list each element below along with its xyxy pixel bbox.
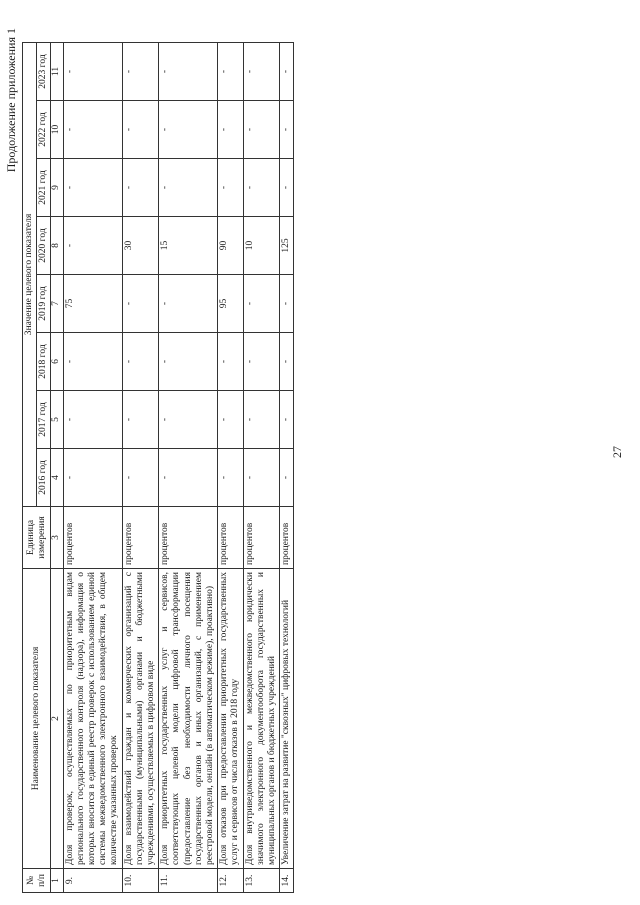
value-cell: 15 bbox=[159, 217, 218, 275]
indicator-name: Доля приоритетных государственных услуг и сервисов, соответствующих целевой модели цифровой трансформации (предоставление без необходимости личного посещения государственных органов и иных организаций, с применением реестровой модели, онлайн (в автоматическом режиме), проактивно) bbox=[159, 569, 218, 869]
table-row bbox=[218, 43, 243, 893]
value-cell: - bbox=[159, 449, 218, 507]
table-row bbox=[243, 43, 280, 893]
col-name-header: Наименование целевого показателя bbox=[23, 569, 51, 869]
unit-cell: процентов bbox=[218, 507, 243, 569]
value-cell: - bbox=[218, 449, 243, 507]
value-cell: - bbox=[63, 159, 122, 217]
value-cell: - bbox=[280, 391, 294, 449]
column-index: 11 bbox=[51, 43, 63, 101]
value-cell: - bbox=[63, 391, 122, 449]
row-number: 14. bbox=[280, 869, 294, 893]
column-index: 5 bbox=[51, 391, 63, 449]
value-cell: - bbox=[243, 449, 280, 507]
value-cell: 75 bbox=[63, 275, 122, 333]
value-cell: - bbox=[159, 101, 218, 159]
indicator-name: Увеличение затрат на развитие "сквозных" цифровых технологий bbox=[280, 569, 294, 869]
table-row bbox=[280, 43, 294, 893]
value-cell: 125 bbox=[280, 217, 294, 275]
value-cell: - bbox=[218, 159, 243, 217]
value-cell: - bbox=[159, 391, 218, 449]
unit-cell: процентов bbox=[63, 507, 122, 569]
column-index: 4 bbox=[51, 449, 63, 507]
value-cell: - bbox=[63, 217, 122, 275]
unit-cell: процентов bbox=[243, 507, 280, 569]
indicators-table bbox=[22, 42, 294, 893]
value-cell: - bbox=[243, 43, 280, 101]
value-cell: - bbox=[63, 43, 122, 101]
value-cell: - bbox=[122, 391, 159, 449]
value-cell: - bbox=[122, 333, 159, 391]
column-index: 3 bbox=[51, 507, 63, 569]
value-cell: - bbox=[218, 101, 243, 159]
value-cell: - bbox=[280, 275, 294, 333]
value-cell: - bbox=[218, 391, 243, 449]
value-cell: - bbox=[122, 449, 159, 507]
appendix-caption: Продолжение приложения 1 bbox=[4, 28, 18, 173]
value-cell: - bbox=[159, 275, 218, 333]
indicator-name: Доля отказов при предоставлении приоритетных государственных услуг и сервисов от числа отказов в 2018 году bbox=[218, 569, 243, 869]
unit-cell: процентов bbox=[159, 507, 218, 569]
header-row-1 bbox=[23, 43, 37, 893]
value-cell: - bbox=[63, 101, 122, 159]
value-cell: - bbox=[280, 333, 294, 391]
value-cell: 95 bbox=[218, 275, 243, 333]
column-index: 9 bbox=[51, 159, 63, 217]
value-cell: - bbox=[218, 333, 243, 391]
value-cell: - bbox=[122, 101, 159, 159]
row-number: 12. bbox=[218, 869, 243, 893]
year-header: 2022 год bbox=[37, 101, 51, 159]
column-index: 10 bbox=[51, 101, 63, 159]
value-cell: - bbox=[122, 275, 159, 333]
value-cell: - bbox=[218, 43, 243, 101]
year-header: 2023 год bbox=[37, 43, 51, 101]
page-number: 27 bbox=[610, 446, 624, 458]
value-cell: 30 bbox=[122, 217, 159, 275]
row-number: 11. bbox=[159, 869, 218, 893]
column-index: 6 bbox=[51, 333, 63, 391]
value-cell: - bbox=[243, 275, 280, 333]
table-row bbox=[159, 43, 218, 893]
value-cell: 90 bbox=[218, 217, 243, 275]
table-row bbox=[122, 43, 159, 893]
col-unit-header: Единица измерения bbox=[23, 507, 51, 569]
col-num-header: № п/п bbox=[23, 869, 51, 893]
column-index: 8 bbox=[51, 217, 63, 275]
value-cell: - bbox=[243, 391, 280, 449]
value-cell: - bbox=[280, 449, 294, 507]
year-header: 2016 год bbox=[37, 449, 51, 507]
value-cell: - bbox=[280, 101, 294, 159]
row-number: 13. bbox=[243, 869, 280, 893]
value-cell: - bbox=[159, 159, 218, 217]
col-values-group-header: Значение целевого показателя bbox=[23, 43, 37, 507]
value-cell: - bbox=[122, 43, 159, 101]
value-cell: - bbox=[63, 449, 122, 507]
unit-cell: процентов bbox=[122, 507, 159, 569]
value-cell: - bbox=[243, 159, 280, 217]
column-index: 1 bbox=[51, 869, 63, 893]
table-body bbox=[63, 43, 294, 893]
column-index: 2 bbox=[51, 569, 63, 869]
year-header: 2019 год bbox=[37, 275, 51, 333]
table-row bbox=[63, 43, 122, 893]
row-number: 9. bbox=[63, 869, 122, 893]
year-header: 2021 год bbox=[37, 159, 51, 217]
value-cell: - bbox=[243, 101, 280, 159]
column-index: 7 bbox=[51, 275, 63, 333]
value-cell: - bbox=[63, 333, 122, 391]
unit-cell: процентов bbox=[280, 507, 294, 569]
year-header: 2017 год bbox=[37, 391, 51, 449]
column-index-row bbox=[51, 43, 63, 893]
value-cell: - bbox=[280, 159, 294, 217]
value-cell: 10 bbox=[243, 217, 280, 275]
value-cell: - bbox=[280, 43, 294, 101]
value-cell: - bbox=[159, 43, 218, 101]
row-number: 10. bbox=[122, 869, 159, 893]
indicator-name: Доля взаимодействий граждан и коммерческих организаций с государственными (муниципальными) органами и бюджетными учреждениями, осуществляемых в цифровом виде bbox=[122, 569, 159, 869]
year-header: 2018 год bbox=[37, 333, 51, 391]
indicator-name: Доля проверок, осуществляемых по приоритетным видам регионального государственного контроля (надзора), информация о которых вносится в единый реестр проверок с использованием единой системы межведомственного электронного взаимодействия, в общем количестве указанных проверок bbox=[63, 569, 122, 869]
value-cell: - bbox=[122, 159, 159, 217]
year-header: 2020 год bbox=[37, 217, 51, 275]
indicator-name: Доля внутриведомственного и межведомственного юридически значимого электронного документооборота государственных и муниципальных органов и бюджетных учреждений bbox=[243, 569, 280, 869]
value-cell: - bbox=[243, 333, 280, 391]
value-cell: - bbox=[159, 333, 218, 391]
